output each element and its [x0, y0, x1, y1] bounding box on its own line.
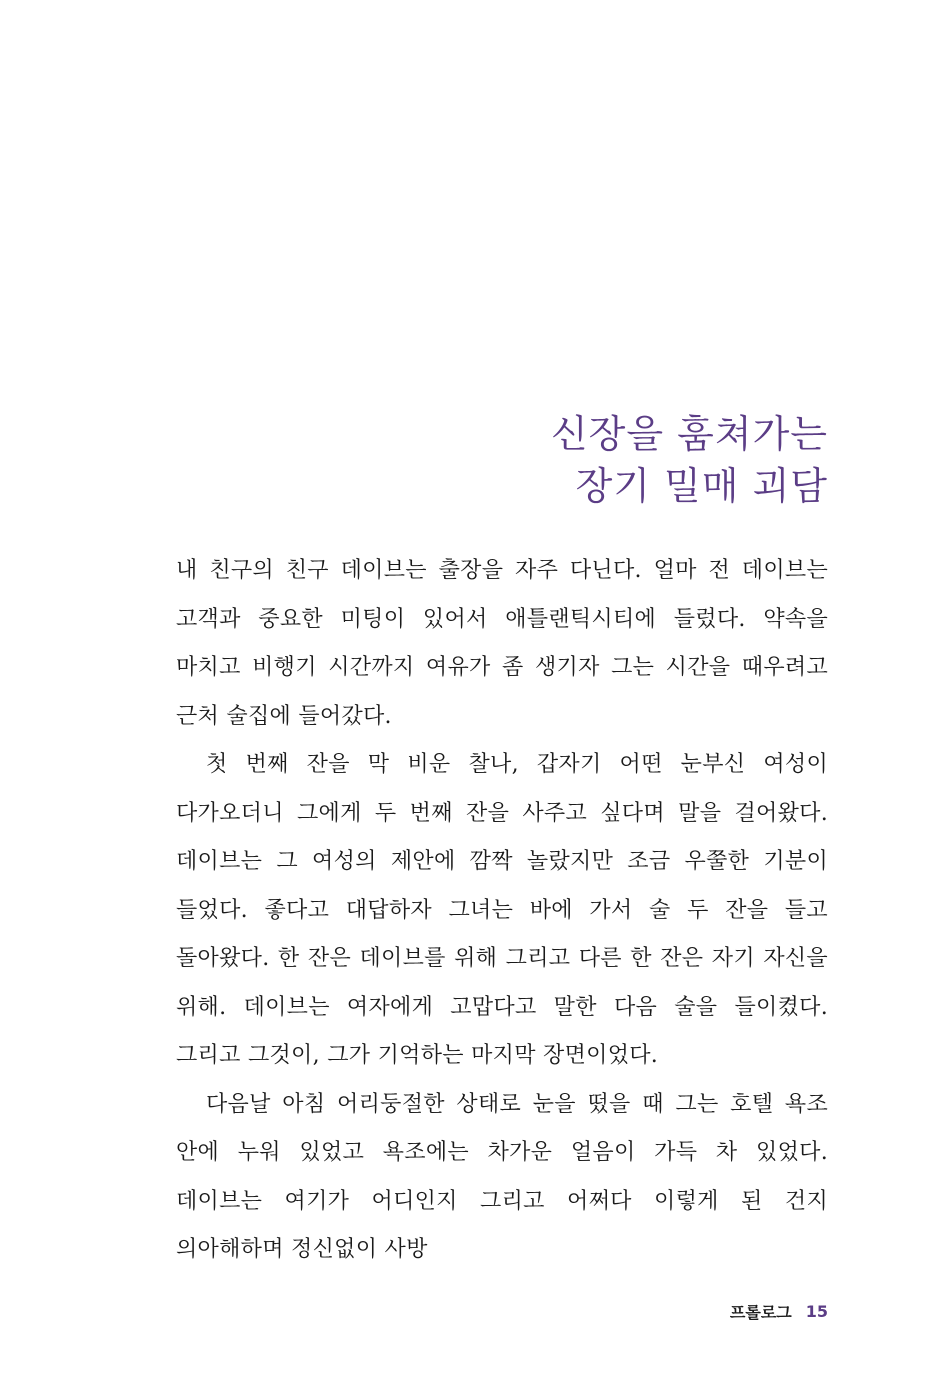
paragraph-3: 다음날 아침 어리둥절한 상태로 눈을 떴을 때 그는 호텔 욕조 안에 누워 있었고 욕조에는 차가운 얼음이 가득 차 있었다. 데이브는 여기가 어디인지 그리고 어쩌다 이렇게 된 건지 의아해하며 정신없이 사방 — [176, 1091, 828, 1262]
page-number: 15 — [805, 1302, 828, 1321]
body-text — [176, 547, 828, 1275]
page-footer — [730, 1300, 828, 1323]
paragraph-2: 첫 번째 잔을 막 비운 찰나, 갑자기 어떤 눈부신 여성이 다가오더니 그에게 두 번째 잔을 사주고 싶다며 말을 걸어왔다. 데이브는 그 여성의 제안에 깜짝 놀랐지만 조금 우쭐한 기분이 들었다. 좋다고 대답하자 그녀는 바에 가서 술 두 잔을 들고 돌아왔다. 한 잔은 데이브를 위해 그리고 다른 한 잔은 자기 자신을 위해. 데이브는 여자에게 고맙다고 말한 다음 술을 들이켰다. 그리고 그것이, 그가 기억하는 마지막 장면이었다. — [176, 752, 828, 1068]
chapter-title-line-2: 장기 밀매 괴담 — [575, 464, 828, 508]
paragraph-1: 내 친구의 친구 데이브는 출장을 자주 다닌다. 얼마 전 데이브는 고객과 중요한 미팅이 있어서 애틀랜틱시티에 들렀다. 약속을 마치고 비행기 시간까지 여유가 좀 생기자 그는 시간을 때우려고 근처 술집에 들어갔다. — [176, 558, 828, 729]
chapter-title — [551, 408, 828, 512]
chapter-title-line-1: 신장을 훔쳐가는 — [550, 412, 828, 456]
running-head: 프롤로그 — [729, 1303, 792, 1322]
